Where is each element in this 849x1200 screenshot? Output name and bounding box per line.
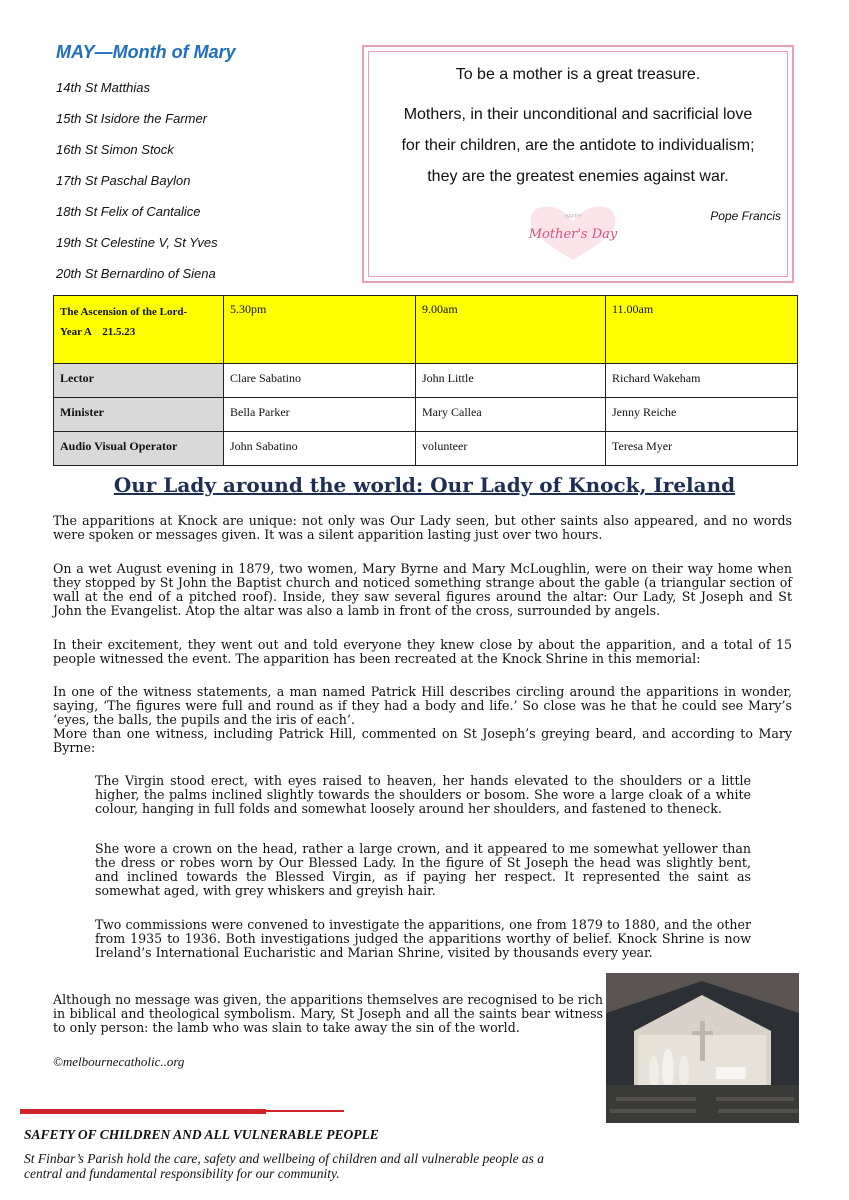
roster-row-minister <box>54 398 798 432</box>
roster-row-av-operator <box>54 432 798 466</box>
quote-line: Mothers, in their unconditional and sacrificial love <box>403 106 753 123</box>
knock-shrine-photo <box>606 973 799 1123</box>
roster-name-cell: Richard Wakeham <box>606 364 798 398</box>
feast-day-item: 14th St Matthias <box>56 80 150 95</box>
article-paragraph: In their excitement, they went out and told everyone they knew close by about the apparition, and a total of 15 people witnessed the event. The apparition has been recreated at the Knock Shrine in this memorial: <box>53 637 792 666</box>
roster-name-cell: Mary Callea <box>416 398 606 432</box>
article-paragraph: On a wet August evening in 1879, two women, Mary Byrne and Mary McLoughlin, were on their way home when they stopped by St John the Baptist church and noticed something strange about the gable (a triangular section of wall at the end of a pitched roof). Inside, they saw several figures around the altar: Our Lady, St Joseph and St John the Evangelist. Atop the altar was also a lamb in front of the cross, surrounded by angels. <box>53 561 792 618</box>
roster-name-cell: Bella Parker <box>224 398 416 432</box>
footer-divider <box>20 1109 266 1114</box>
roster-occasion-cell <box>54 296 224 364</box>
roster-name-cell: Jenny Reiche <box>606 398 798 432</box>
feast-day-item: 16th St Simon Stock <box>56 142 174 157</box>
mass-roster-table <box>53 295 798 466</box>
article-paragraph: The apparitions at Knock are unique: not only was Our Lady seen, but other saints also appeared, and no words were spoken or messages given. It was a silent apparition lasting just over two hours. <box>53 513 792 542</box>
feast-day-item: 19th St Celestine V, St Yves <box>56 235 218 250</box>
article-title: Our Lady around the world: Our Lady of Knock, Ireland <box>113 473 736 497</box>
roster-role-cell: Lector <box>54 364 224 398</box>
quote-line: they are the greatest enemies against war. <box>427 168 729 185</box>
month-of-mary-title: MAY—Month of Mary <box>56 42 236 62</box>
roster-name-cell: Clare Sabatino <box>224 364 416 398</box>
logo-small-text: HAPPY <box>564 214 582 220</box>
quote-line: for their children, are the antidote to individualism; <box>401 137 755 154</box>
mass-time-cell: 5.30pm <box>224 296 416 364</box>
footer-divider-thin <box>266 1110 344 1112</box>
feast-day-item: 20th St Bernardino of Siena <box>56 266 216 281</box>
safety-statement: St Finbar’s Parish hold the care, safety and wellbeing of children and all vulnerable people as a central and fundamental responsibility for our community. <box>24 1151 545 1181</box>
roster-name-cell: volunteer <box>416 432 606 466</box>
article-paragraph-indented: Two commissions were convened to investigate the apparitions, one from 1879 to 1880, and the other from 1935 to 1936. Both investigations judged the apparitions worthy of belief. Knock Shrine is now Ireland’s International Eucharistic and Marian Shrine, visited by thousands every year. <box>95 917 751 960</box>
safety-heading: SAFETY OF CHILDREN AND ALL VULNERABLE PEOPLE <box>24 1127 379 1142</box>
witness-quote: She wore a crown on the head, rather a large crown, and it appeared to me somewhat yellower than the dress or robes worn by Our Blessed Lady. In the figure of St Joseph the head was slightly bent, and inclined towards the Blessed Virgin, as if paying her respect. It represented the saint as somewhat aged, with grey whiskers and greyish hair. <box>95 841 751 898</box>
roster-role-cell: Audio Visual Operator <box>54 432 224 466</box>
feast-day-item: 17th St Paschal Baylon <box>56 173 191 188</box>
article-closing-paragraph: Although no message was given, the apparitions themselves are recognised to be rich in biblical and theological symbolism. Mary, St Joseph and all the saints bear witness to only person: the lamb who was slain to take away the sin of the world. <box>53 992 603 1035</box>
roster-name-cell: Teresa Myer <box>606 432 798 466</box>
quote-author: Pope Francis <box>710 209 781 223</box>
occasion-date: Year A 21.5.23 <box>60 326 136 338</box>
roster-row-lector <box>54 364 798 398</box>
roster-name-cell: John Little <box>416 364 606 398</box>
mass-time-cell: 9.00am <box>416 296 606 364</box>
article-credit: ©melbournecatholic..org <box>53 1054 185 1069</box>
mothers-day-logo <box>523 202 623 264</box>
feast-day-item: 15th St Isidore the Farmer <box>56 111 208 126</box>
occasion-title: The Ascension of the Lord- <box>60 306 188 318</box>
mothers-day-quote-box <box>362 45 794 283</box>
roster-role-cell: Minister <box>54 398 224 432</box>
roster-header-row <box>54 296 798 364</box>
quote-box-inner <box>368 51 788 277</box>
logo-text: Mother's Day <box>528 227 618 242</box>
feast-day-item: 18th St Felix of Cantalice <box>56 204 201 219</box>
roster-name-cell: John Sabatino <box>224 432 416 466</box>
article-paragraph: In one of the witness statements, a man named Patrick Hill describes circling around the apparitions in wonder, saying, ‘The figures were full and round as if they had a body and life.’ So close was he that he could see Mary’s ‘eyes, the balls, the pupils and the iris of each’. <box>53 684 792 727</box>
quote-line: To be a mother is a great treasure. <box>455 66 701 83</box>
mass-time-cell: 11.00am <box>606 296 798 364</box>
article-paragraph: More than one witness, including Patrick Hill, commented on St Joseph’s greying beard, and according to Mary Byrne: <box>53 726 792 755</box>
witness-quote: The Virgin stood erect, with eyes raised to heaven, her hands elevated to the shoulders or a little higher, the palms inclined slightly towards the shoulders or bosom. She wore a large cloak of a white colour, hanging in full folds and somewhat loosely around her shoulders, and fastened to theneck. <box>95 773 751 816</box>
